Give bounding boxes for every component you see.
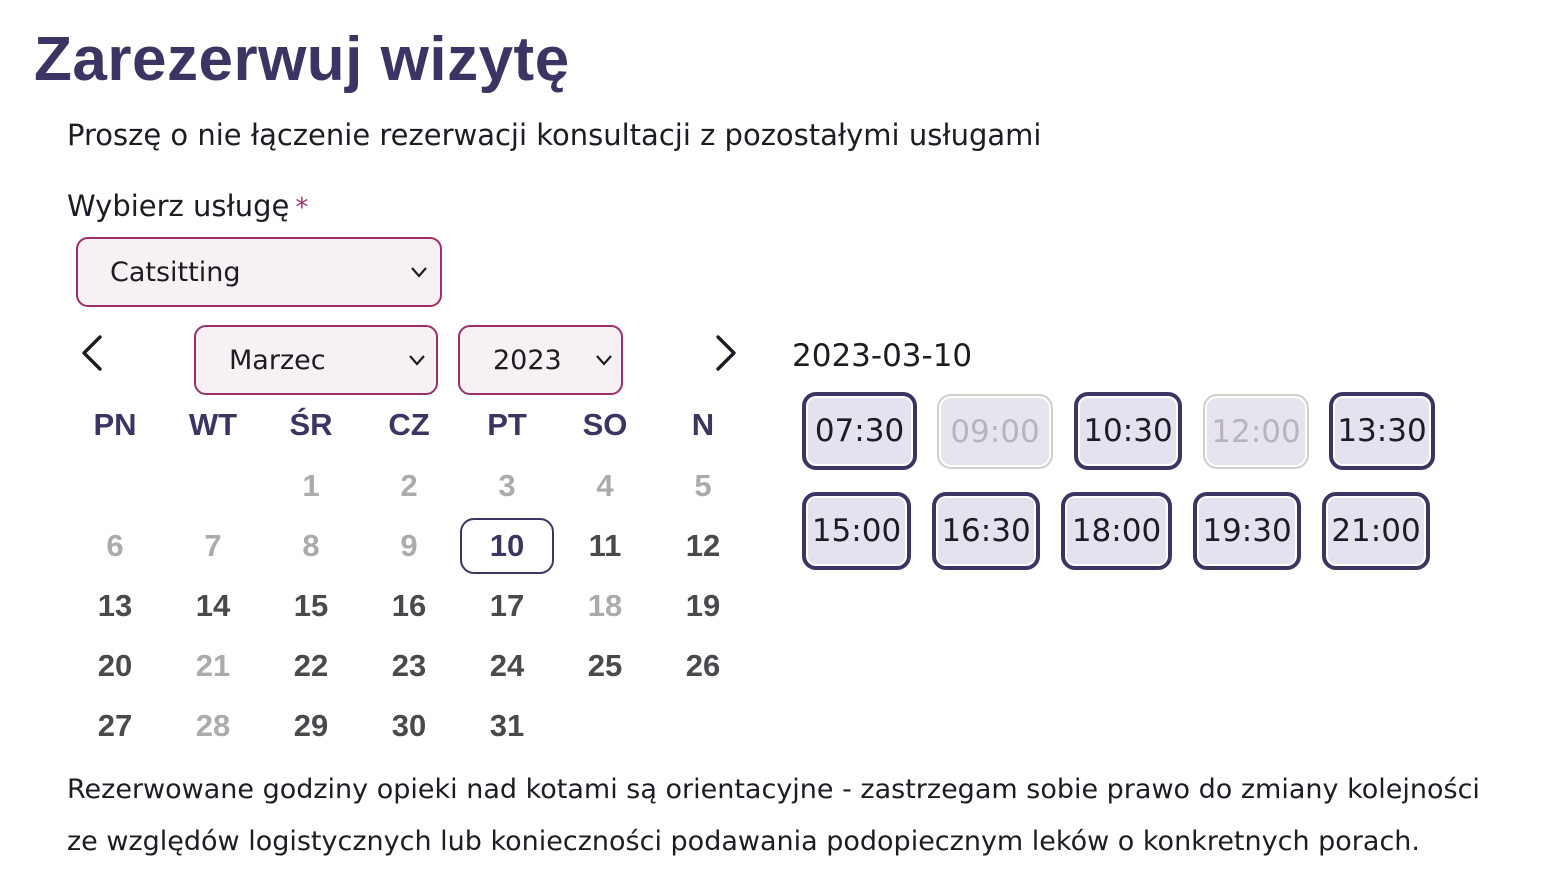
calendar-blank [66, 456, 164, 516]
calendar-day-number: 28 [195, 708, 231, 743]
month-select-value: Marzec [229, 344, 326, 376]
time-slot-button-disabled: 09:00 [937, 394, 1053, 469]
calendar-day-number: 17 [489, 588, 525, 623]
calendar-day[interactable] [164, 576, 262, 636]
calendar-day-number: 13 [97, 588, 133, 623]
calendar-day-number: 4 [596, 468, 614, 503]
calendar-day[interactable] [66, 636, 164, 696]
calendar-day-number: 5 [694, 468, 712, 503]
calendar-day-number: 15 [293, 588, 329, 623]
service-select-value: Catsitting [110, 256, 241, 288]
calendar-day[interactable] [654, 576, 752, 636]
selected-date-label: 2023-03-10 [792, 338, 973, 374]
chevron-down-icon [410, 263, 428, 281]
calendar-day-number: 24 [489, 648, 525, 683]
calendar-day[interactable] [458, 636, 556, 696]
year-select[interactable] [458, 325, 623, 395]
calendar-day-number: 29 [293, 708, 329, 743]
calendar-day-number: 16 [391, 588, 427, 623]
time-slot-button[interactable]: 19:30 [1193, 492, 1301, 570]
calendar-day [556, 576, 654, 636]
calendar-day-selected[interactable] [458, 516, 556, 576]
calendar-day-number: 8 [302, 528, 320, 563]
calendar-day[interactable] [458, 576, 556, 636]
service-label-text: Wybierz usługę [67, 189, 290, 223]
calendar-day-number: 10 [460, 518, 554, 574]
calendar-day[interactable] [360, 576, 458, 636]
chevron-down-icon [408, 351, 426, 369]
calendar-day-number: 7 [204, 528, 222, 563]
calendar-day[interactable] [360, 696, 458, 756]
calendar-day[interactable] [556, 516, 654, 576]
calendar-day [164, 516, 262, 576]
calendar-day [654, 456, 752, 516]
required-mark: * [295, 193, 309, 223]
calendar-day-number: 18 [587, 588, 623, 623]
calendar-day-number: 1 [302, 468, 320, 503]
calendar-blank [164, 456, 262, 516]
calendar-day-number: 22 [293, 648, 329, 683]
calendar-day-number: 23 [391, 648, 427, 683]
calendar-day[interactable] [654, 636, 752, 696]
calendar-day[interactable] [66, 576, 164, 636]
service-label [67, 189, 308, 223]
calendar-day[interactable] [66, 696, 164, 756]
weekday-header: PN [93, 407, 137, 442]
weekday-header: WT [188, 407, 238, 442]
year-select-value: 2023 [493, 344, 562, 376]
calendar-day-number: 19 [685, 588, 721, 623]
calendar-day-number: 11 [588, 528, 622, 563]
calendar-day[interactable] [262, 696, 360, 756]
calendar-day[interactable] [360, 636, 458, 696]
calendar-day-number: 2 [400, 468, 418, 503]
calendar-day-number: 31 [489, 708, 525, 743]
time-slot-button[interactable]: 15:00 [802, 492, 911, 570]
calendar-day-number: 21 [195, 648, 231, 683]
calendar-day-number: 6 [106, 528, 124, 563]
weekday-header: PT [487, 407, 527, 442]
calendar-day-number: 12 [685, 528, 721, 563]
calendar-day [360, 456, 458, 516]
time-slot-button[interactable]: 18:00 [1061, 492, 1172, 570]
page-title: Zarezerwuj wizytę [34, 25, 570, 94]
time-slot-button[interactable]: 16:30 [932, 492, 1040, 570]
calendar-day [262, 456, 360, 516]
calendar-day-number: 27 [97, 708, 133, 743]
calendar-day [556, 456, 654, 516]
prev-month-button[interactable] [74, 333, 110, 373]
calendar-day [360, 516, 458, 576]
calendar-day-number: 25 [587, 648, 623, 683]
calendar-day [164, 696, 262, 756]
calendar-day-number: 14 [195, 588, 231, 623]
calendar-grid [66, 396, 752, 756]
weekday-header: ŚR [289, 407, 333, 442]
calendar-day-number: 9 [400, 528, 418, 563]
calendar-day-number: 3 [498, 468, 516, 503]
booking-notice: Proszę o nie łączenie rezerwacji konsultacji z pozostałymi usługami [67, 118, 1042, 152]
calendar-day[interactable] [556, 636, 654, 696]
calendar-day [262, 516, 360, 576]
time-slot-button[interactable]: 10:30 [1074, 392, 1182, 470]
weekday-header: SO [582, 407, 628, 442]
footer-note: Rezerwowane godziny opieki nad kotami są orientacyjne - zastrzegam sobie prawo do zmiany kolejności ze względów logistycznych lub konieczności podawania podopiecznym leków o konkretnych porach. [67, 774, 1480, 857]
calendar-day-number: 30 [391, 708, 427, 743]
calendar-day[interactable] [262, 636, 360, 696]
calendar-day[interactable] [654, 516, 752, 576]
chevron-down-icon [595, 351, 613, 369]
calendar-day-number: 20 [97, 648, 133, 683]
month-select[interactable] [194, 325, 438, 395]
calendar-day[interactable] [262, 576, 360, 636]
calendar-day[interactable] [458, 696, 556, 756]
calendar-day [458, 456, 556, 516]
calendar-day [164, 636, 262, 696]
service-select[interactable] [76, 237, 442, 307]
time-slot-button[interactable]: 07:30 [802, 392, 917, 470]
weekday-header: CZ [388, 407, 430, 442]
time-slot-button-disabled: 12:00 [1203, 394, 1309, 469]
calendar-day [66, 516, 164, 576]
calendar-day-number: 26 [685, 648, 721, 683]
weekday-header: N [691, 407, 715, 442]
time-slot-button[interactable]: 13:30 [1329, 392, 1435, 470]
next-month-button[interactable] [708, 333, 744, 373]
time-slot-button[interactable]: 21:00 [1322, 492, 1430, 570]
